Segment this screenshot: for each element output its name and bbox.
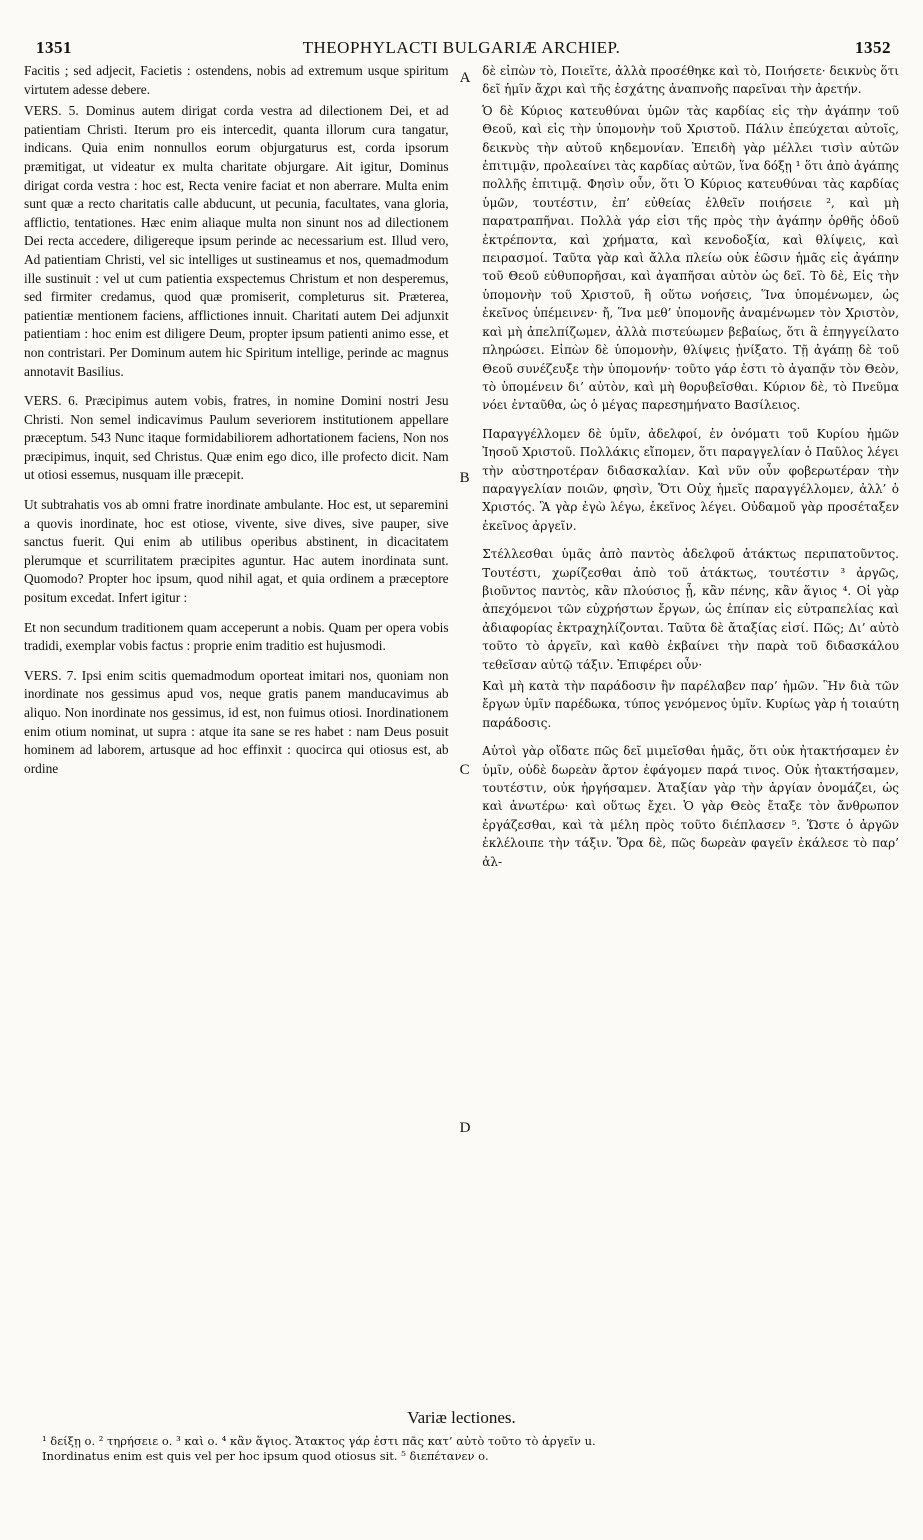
page-number-left: 1351 xyxy=(36,38,72,57)
greek-paragraph: Παραγγέλλομεν δὲ ὑμῖν, ἀδελφοί, ἐν ὀνόματι τοῦ Κυρίου ἡμῶν Ἰησοῦ Χριστοῦ. Πολλάκις εἴπομεν, ὅτι παραγγελίαν ὁ Παῦλος λέγει τὴν αὐστηροτέραν διδασκαλίαν. Καὶ νῦν οὖν φοβερωτέραν τὴν παραγγελίαν ποιῶν, φησὶν, Ὅτι Οὐχ ἡμεῖς παραγγέλλομεν, ἀλλ’ ὁ Χριστός. Ἃ γὰρ ἐγὼ λέγω, ἐκεῖνος λέγει. Οὐδαμοῦ γὰρ προσέταξεν ἐκεῖνος ἀργεῖν. xyxy=(482,426,899,533)
variae-lectiones-heading: Variæ lectiones. xyxy=(407,1408,516,1427)
greek-column xyxy=(478,62,909,1402)
footnote-line: Inordinatus enim est quis vel per hoc ipsum quod otiosus sit. ⁵ διεπέτανεν ο. xyxy=(42,1449,489,1463)
latin-column xyxy=(14,62,457,1402)
greek-paragraph: δὲ εἰπὼν τὸ, Ποιεῖτε, ἀλλὰ προσέθηκε καὶ τὸ, Ποιήσετε· δεικνὺς ὅτι δεῖ ἡμῖν ἄχρι καὶ τῆς ἐσχάτης ἀναπνοῆς παρεῖναι τὴν ἀρετήν. xyxy=(482,64,899,97)
page-number-right: 1352 xyxy=(855,38,891,57)
margin-marker-b: B xyxy=(459,470,470,486)
footnote-line: ¹ δείξῃ ο. ² τηρήσειε ο. ³ καὶ ο. ⁴ κἂν ἅγιος. Ἄτακτος γάρ ἐστι πᾶς κατ’ αὐτὸ τοῦτο τὸ ἀργεῖν u. xyxy=(42,1434,596,1448)
latin-paragraph: Facitis ; sed adjecit, Facietis : ostendens, nobis ad extremum usque spiritum virtutem adesse debere. xyxy=(24,63,449,97)
footnotes xyxy=(14,1434,909,1464)
latin-paragraph: Ut subtrahatis vos ab omni fratre inordinate ambulante. Hoc est, ut separemini a quovis inordinate, hoc est otiose, vivente, sive dives, sive pauper, sive sanctus fuerit. Qui enim ab utilibus operibus abstinent, in dicacitatem plerumque et scurrilitatem præcipites aguntur. Hac autem inordinata sunt. Quomodo? Propter hoc ipsum, quod nihil agat, et quia ordinem a præceptore positum excedat. Infert igitur : xyxy=(24,497,449,606)
margin-marker-c: C xyxy=(459,762,470,778)
running-title: THEOPHYLACTI BULGARIÆ ARCHIEP. xyxy=(302,38,621,57)
latin-paragraph: VERS. 5. Dominus autem dirigat corda vestra ad dilectionem Dei, et ad patientiam Christi. Iterum pro eis intercedit, quanta illorum cura tangatur, indicans. Quia enim nonnullos eorum objurgaturus est, corda ipsorum præmitigat, ut videatur ex multa charitate objurgare. Ait igitur, Dominus dirigat corda vestra : hoc est, Recta venire faciat et non aberrare. Multa enim sunt quæ a recto charitatis calle abducunt, ut pecunia, facultates, vana gloria, afflictio, tentationes. Hæc enim aliaque multa non sinunt nos ad dilectionem Dei recta accedere, diligereque ipsum perinde ac necessarium est. Illud vero, Ad patientiam Christi, vel sic intelliges ut sustineamus et nos, quemadmodum ille sustinuit : vel ut cum patientia exspectemus Christum et non desperemus, sed firmiter credamus, quod quæ promiserit, completurus sit. Præterea, patientiæ mentionem faciens, afflictiones innuit. Charitati autem Dei adjunxit patientiam : hoc enim est diligere Deum, propter ipsum patienti animo esse, et non contristari. Per Dominum autem hic Spiritum intellige, perinde ac magnus annotavit Basilius. xyxy=(24,103,449,379)
margin-gutter xyxy=(457,62,479,1402)
margin-marker-a: A xyxy=(459,70,471,86)
two-column-body xyxy=(14,62,909,1402)
greek-paragraph: Στέλλεσθαι ὑμᾶς ἀπὸ παντὸς ἀδελφοῦ ἀτάκτως περιπατοῦντος. Τουτέστι, χωρίζεσθαι ἀπὸ τοῦ ἀτάκτως, τουτέστιν ³ ἀργῶς, βιοῦντος παντὸς, κἂν πλούσιος ᾖ, κἂν πένης, κἂν ἅγιος ⁴. Οἱ γὰρ ἀπεχόμενοι τῶν εὐχρήστων ἔργων, ὡς ἐπίπαν εἰς εὐτραπελίας καὶ ἀδιαφορίας ἐκτραχηλίζονται. Ταῦτα δὲ ἄταξίας εἰσί. Πῶς; Δι’ αὐτὸ τοῦτο τὸ ἀργεῖν, καὶ καθὸ ἐκβαίνει τὴν παρὰ τοῦ διδασκάλου τεθεῖσαν αὐτῷ τάξιν. Ἐπιφέρει οὖν· xyxy=(482,547,899,672)
margin-marker-d: D xyxy=(459,1120,471,1136)
latin-paragraph: Et non secundum traditionem quam acceperunt a nobis. Quam per opera vobis tradidi, exemplar vobis factus : proprie enim traditio est hujusmodi. xyxy=(24,619,449,654)
running-header xyxy=(14,38,909,62)
greek-paragraph: Καὶ μὴ κατὰ τὴν παράδοσιν ἣν παρέλαβεν παρ’ ἡμῶν. Ἣν διὰ τῶν ἔργων ὑμῖν παρέδωκα, τύπος γενόμενος ὑμῖν. Κυρίως γὰρ ἡ τοιαύτη παράδοσις. xyxy=(482,679,899,730)
greek-paragraph: Αὐτοὶ γὰρ οἴδατε πῶς δεῖ μιμεῖσθαι ἡμᾶς, ὅτι οὐκ ἠτακτήσαμεν ἐν ὑμῖν, οὐδὲ δωρεὰν ἄρτον ἐφάγομεν παρά τινος. Οὐκ ἠτακτήσαμεν, τουτέστιν, οὐκ ἠργήσαμεν. Ἀταξίαν γὰρ τὴν ἀργίαν ὀνομάζει, ὡς καὶ ἀνωτέρω· καὶ οὕτως ἔχει. Ὁ γὰρ Θεὸς ἔταξε τὸν ἄνθρωπον ἐργάζεσθαι, καὶ τὰ μέλη πρὸς τοῦτο διέπλασεν ⁵. Ὥστε ὁ ἀργῶν ἐκλέλοιπε τὴν τάξιν. Ὅρα δὲ, πῶς δωρεὰν φαγεῖν ἐκάλεσε τὸ παρ’ ἀλ- xyxy=(482,744,899,869)
latin-paragraph: VERS. 7. Ipsi enim scitis quemadmodum oporteat imitari nos, quoniam non inordinate nos gessimus apud vos, neque gratis panem manducavimus ab aliquo. Non inordinate nos gessimus, id est, non fuimus otiosi. Inordinationem enim otium nominat, ut supra : atque ita sane se res habet : nam Deus posuit hominem ad laborem, artusque ad hoc effinxit : quocirca qui otiosus est, ab ordine xyxy=(24,667,449,776)
greek-paragraph: Ὁ δὲ Κύριος κατευθύναι ὑμῶν τὰς καρδίας εἰς τὴν ἀγάπην τοῦ Θεοῦ, καὶ εἰς τὴν ὑπομονὴν τοῦ Χριστοῦ. Πάλιν ἐπεύχεται αὐτοῖς, δεικνὺς τὴν αὐτοῦ κηδεμονίαν. Ἐπειδὴ γὰρ μέλλει τισὶν αὐτῶν ἐπιτιμᾷν, προλεαίνει τὰς καρδίας αὐτῶν, ἵνα δόξῃ ¹ ὅτι ἀπὸ ἀγάπης πολλῆς ἐπιτιμᾷ. Φησὶν οὖν, ὅτι Ὁ Κύριος κατευθύναι τὰς καρδίας ὑμῶν, τουτέστιν, ἐπ’ εὐθείας ἐλθεῖν ποιήσειε ², καὶ μὴ παρατραπῆναι. Πολλὰ γάρ εἰσι τῆς πρὸς τὴν ἀγάπην ὀρθῆς ὁδοῦ ἐκτρέποντα, καὶ χρήματα, καὶ κενοδοξία, καὶ θλίψεις, καὶ πειρασμοί. Ταῦτα γὰρ καὶ ἄλλα πλείω οὐκ ἐῶσιν ἡμᾶς εἰς ἀγάπην τοῦ Θεοῦ εὐθυπορῆσαι, καὶ ἀγαπῆσαι αὐτὸν ὡς δεῖ. Τὸ δὲ, Εἰς τὴν ὑπομονὴν τοῦ Χριστοῦ, ἢ οὕτω νοήσεις, Ἵνα ὑπομένωμεν, ὡς ἐκεῖνος ὑπέμεινεν· ἤ, Ἵνα μεθ’ ὑπομονῆς ἀναμένωμεν τὸν Χριστὸν, καὶ μὴ ἀπελπίζωμεν, ἀλλὰ πιστεύωμεν βεβαίως, ὅτι ἃ ἐπηγγείλατο πληρώσει. Εἰπὼν δὲ ὑπομονὴν, θλίψεις ᾐνίξατο. Τῇ ἀγάπῃ δὲ τοῦ Θεοῦ συνέζευξε τὴν ὑπομονήν· τοῦτο γάρ ἐστι τὸ ἀγαπᾷν τὸν Θεὸν, τὸ ὑπομένειν δι’ αὐτὸν, καὶ μὴ θορυβεῖσθαι. Κύριον δὲ, τὸ Πνεῦμα νόει ἐνταῦθα, ὡς ὁ μέγας παρεσημήνατο Βασίλειος. xyxy=(482,103,899,413)
latin-paragraph: VERS. 6. Præcipimus autem vobis, fratres, in nomine Domini nostri Jesu Christi. Non semel indicavimus Paulum severiorem institutionem appellare præceptum. 543 Nunc itaque formidabiliorem adhortationem faciens, Non nos præcipimus, inquit, sed Christus. Quæ enim ego dico, ille profecto dicit. Nam ut otiosi essemus, nusquam ille præcepit. xyxy=(24,393,449,483)
